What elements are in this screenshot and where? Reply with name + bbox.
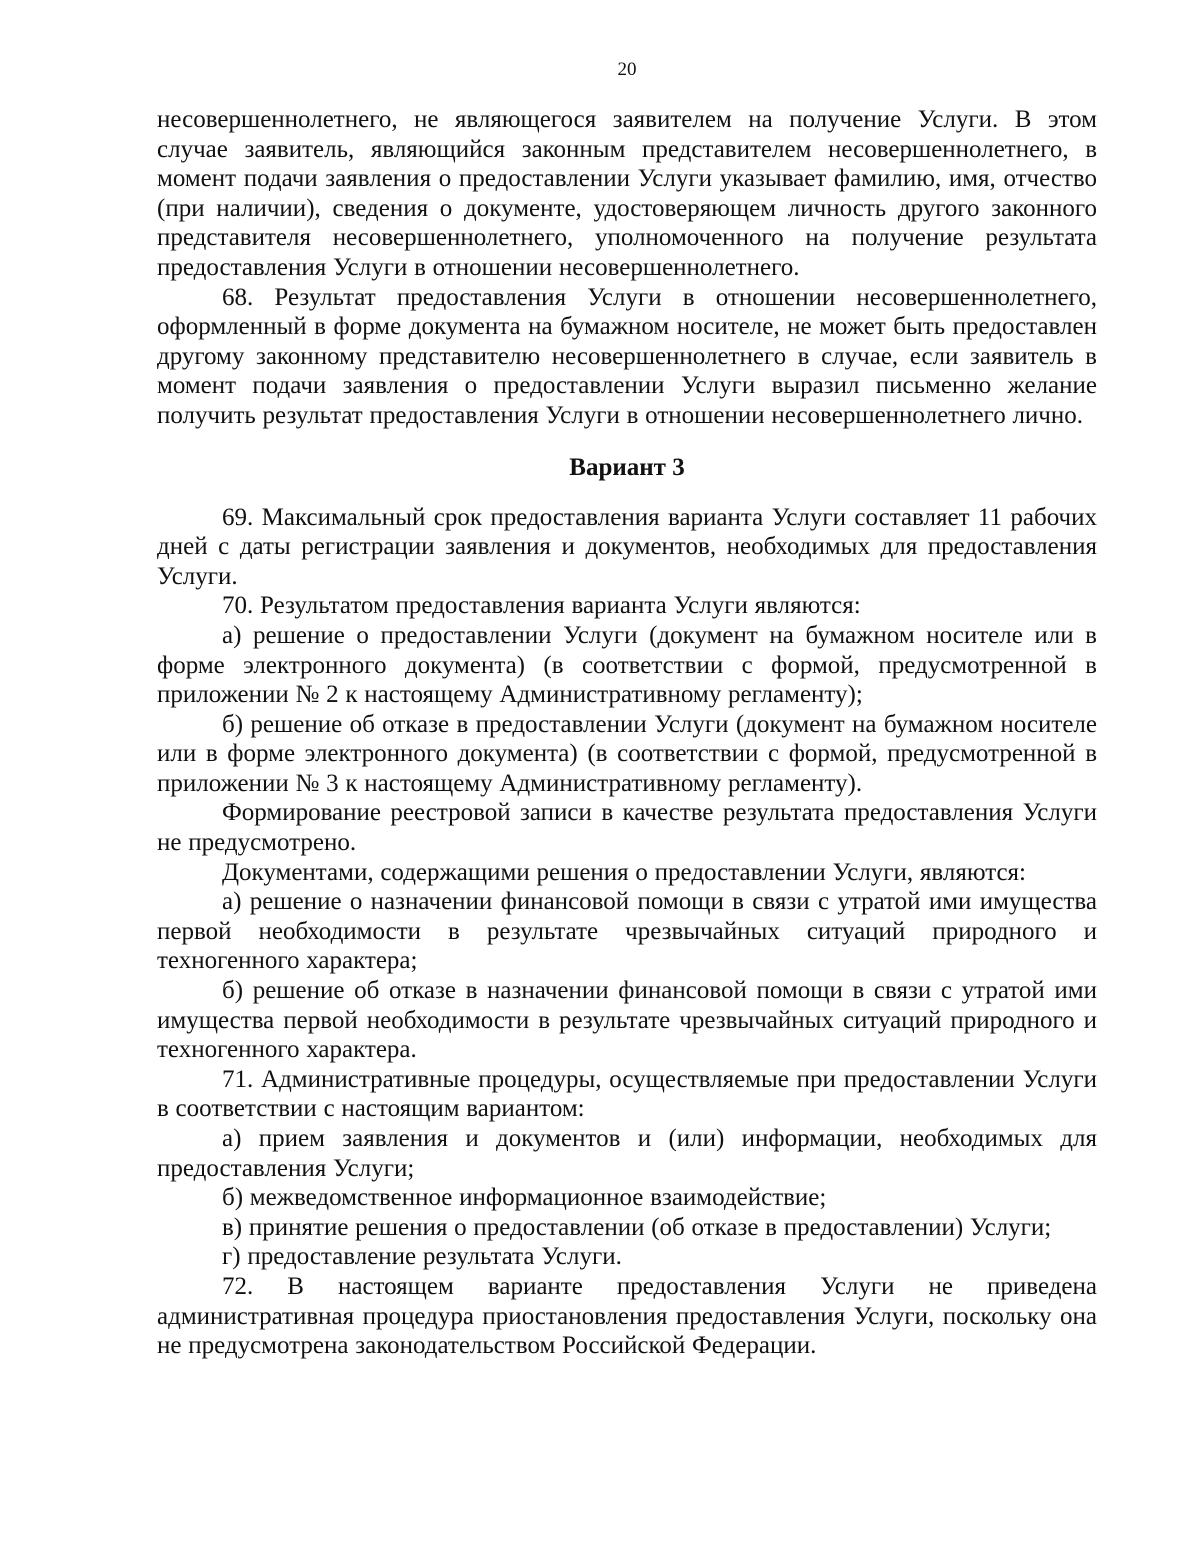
paragraph-documents-a: а) решение о назначении финансовой помощи в связи с утратой ими имущества первой необходимости в результате чрезвычайных ситуаций природного и техногенного характера; bbox=[157, 888, 1097, 975]
paragraph-71-b: б) межведомственное информационное взаимодействие; bbox=[222, 1184, 827, 1212]
paragraph-registry: Формирование реестровой записи в качестве результата предоставления Услуги не предусмотрено. bbox=[157, 799, 1097, 857]
paragraph-continuation: несовершеннолетнего, не являющегося заявителем на получение Услуги. В этом случае заявитель, являющийся законным представителем несовершеннолетнего, в момент подачи заявления о предоставлении Услуги указывает фамилию, имя, отчество (при наличии), сведения о документе, удостоверяющем личность другого законного представителя несовершеннолетнего, уполномоченного на получение результата предоставления Услуги в отношении несовершеннолетнего. bbox=[157, 106, 1097, 281]
paragraph-68: 68. Результат предоставления Услуги в отношении несовершеннолетнего, оформленный в форме документа на бумажном носителе, не может быть предоставлен другому законному представителю несовершеннолетнего в случае, если заявитель в момент подачи заявления о предоставлении Услуги выразил письменно желание получить результат предоставления Услуги в отношении несовершеннолетнего лично. bbox=[157, 283, 1097, 429]
document-page bbox=[157, 58, 1097, 1361]
paragraph-70-a: а) решение о предоставлении Услуги (документ на бумажном носителе или в форме электронного документа) (в соответствии с формой, предусмотренной в приложении № 2 к настоящему Административному регламенту); bbox=[157, 621, 1097, 709]
page-number: 20 bbox=[617, 59, 637, 80]
paragraph-69: 69. Максимальный срок предоставления варианта Услуги составляет 11 рабочих дней с даты регистрации заявления и документов, необходимых для предоставления Услуги. bbox=[157, 503, 1097, 590]
paragraph-71-g: г) предоставление результата Услуги. bbox=[222, 1243, 622, 1271]
paragraph-72: 72. В настоящем варианте предоставления Услуги не приведена административная процедура приостановления предоставления Услуги, поскольку она не предусмотрена законодательством Российской Федерации. bbox=[157, 1272, 1097, 1360]
paragraph-71-v: в) принятие решения о предоставлении (об отказе в предоставлении) Услуги; bbox=[222, 1213, 1052, 1241]
paragraph-documents-b: б) решение об отказе в назначении финансовой помощи в связи с утратой ими имущества первой необходимости в результате чрезвычайных ситуаций природного и техногенного характера. bbox=[157, 977, 1097, 1064]
paragraph-70-b: б) решение об отказе в предоставлении Услуги (документ на бумажном носителе или в форме электронного документа) (в соответствии с формой, предусмотренной в приложении № 3 к настоящему Административному регламенту). bbox=[157, 710, 1097, 797]
paragraph-71: 71. Административные процедуры, осуществляемые при предоставлении Услуги в соответствии с настоящим вариантом: bbox=[157, 1065, 1097, 1123]
section-heading: Вариант 3 bbox=[569, 453, 685, 481]
paragraph-70: 70. Результатом предоставления варианта Услуги являются: bbox=[222, 592, 861, 620]
paragraph-documents: Документами, содержащими решения о предоставлении Услуги, являются: bbox=[222, 858, 1026, 886]
paragraph-71-a: а) прием заявления и документов и (или) информации, необходимых для предоставления Услуги; bbox=[157, 1125, 1097, 1182]
